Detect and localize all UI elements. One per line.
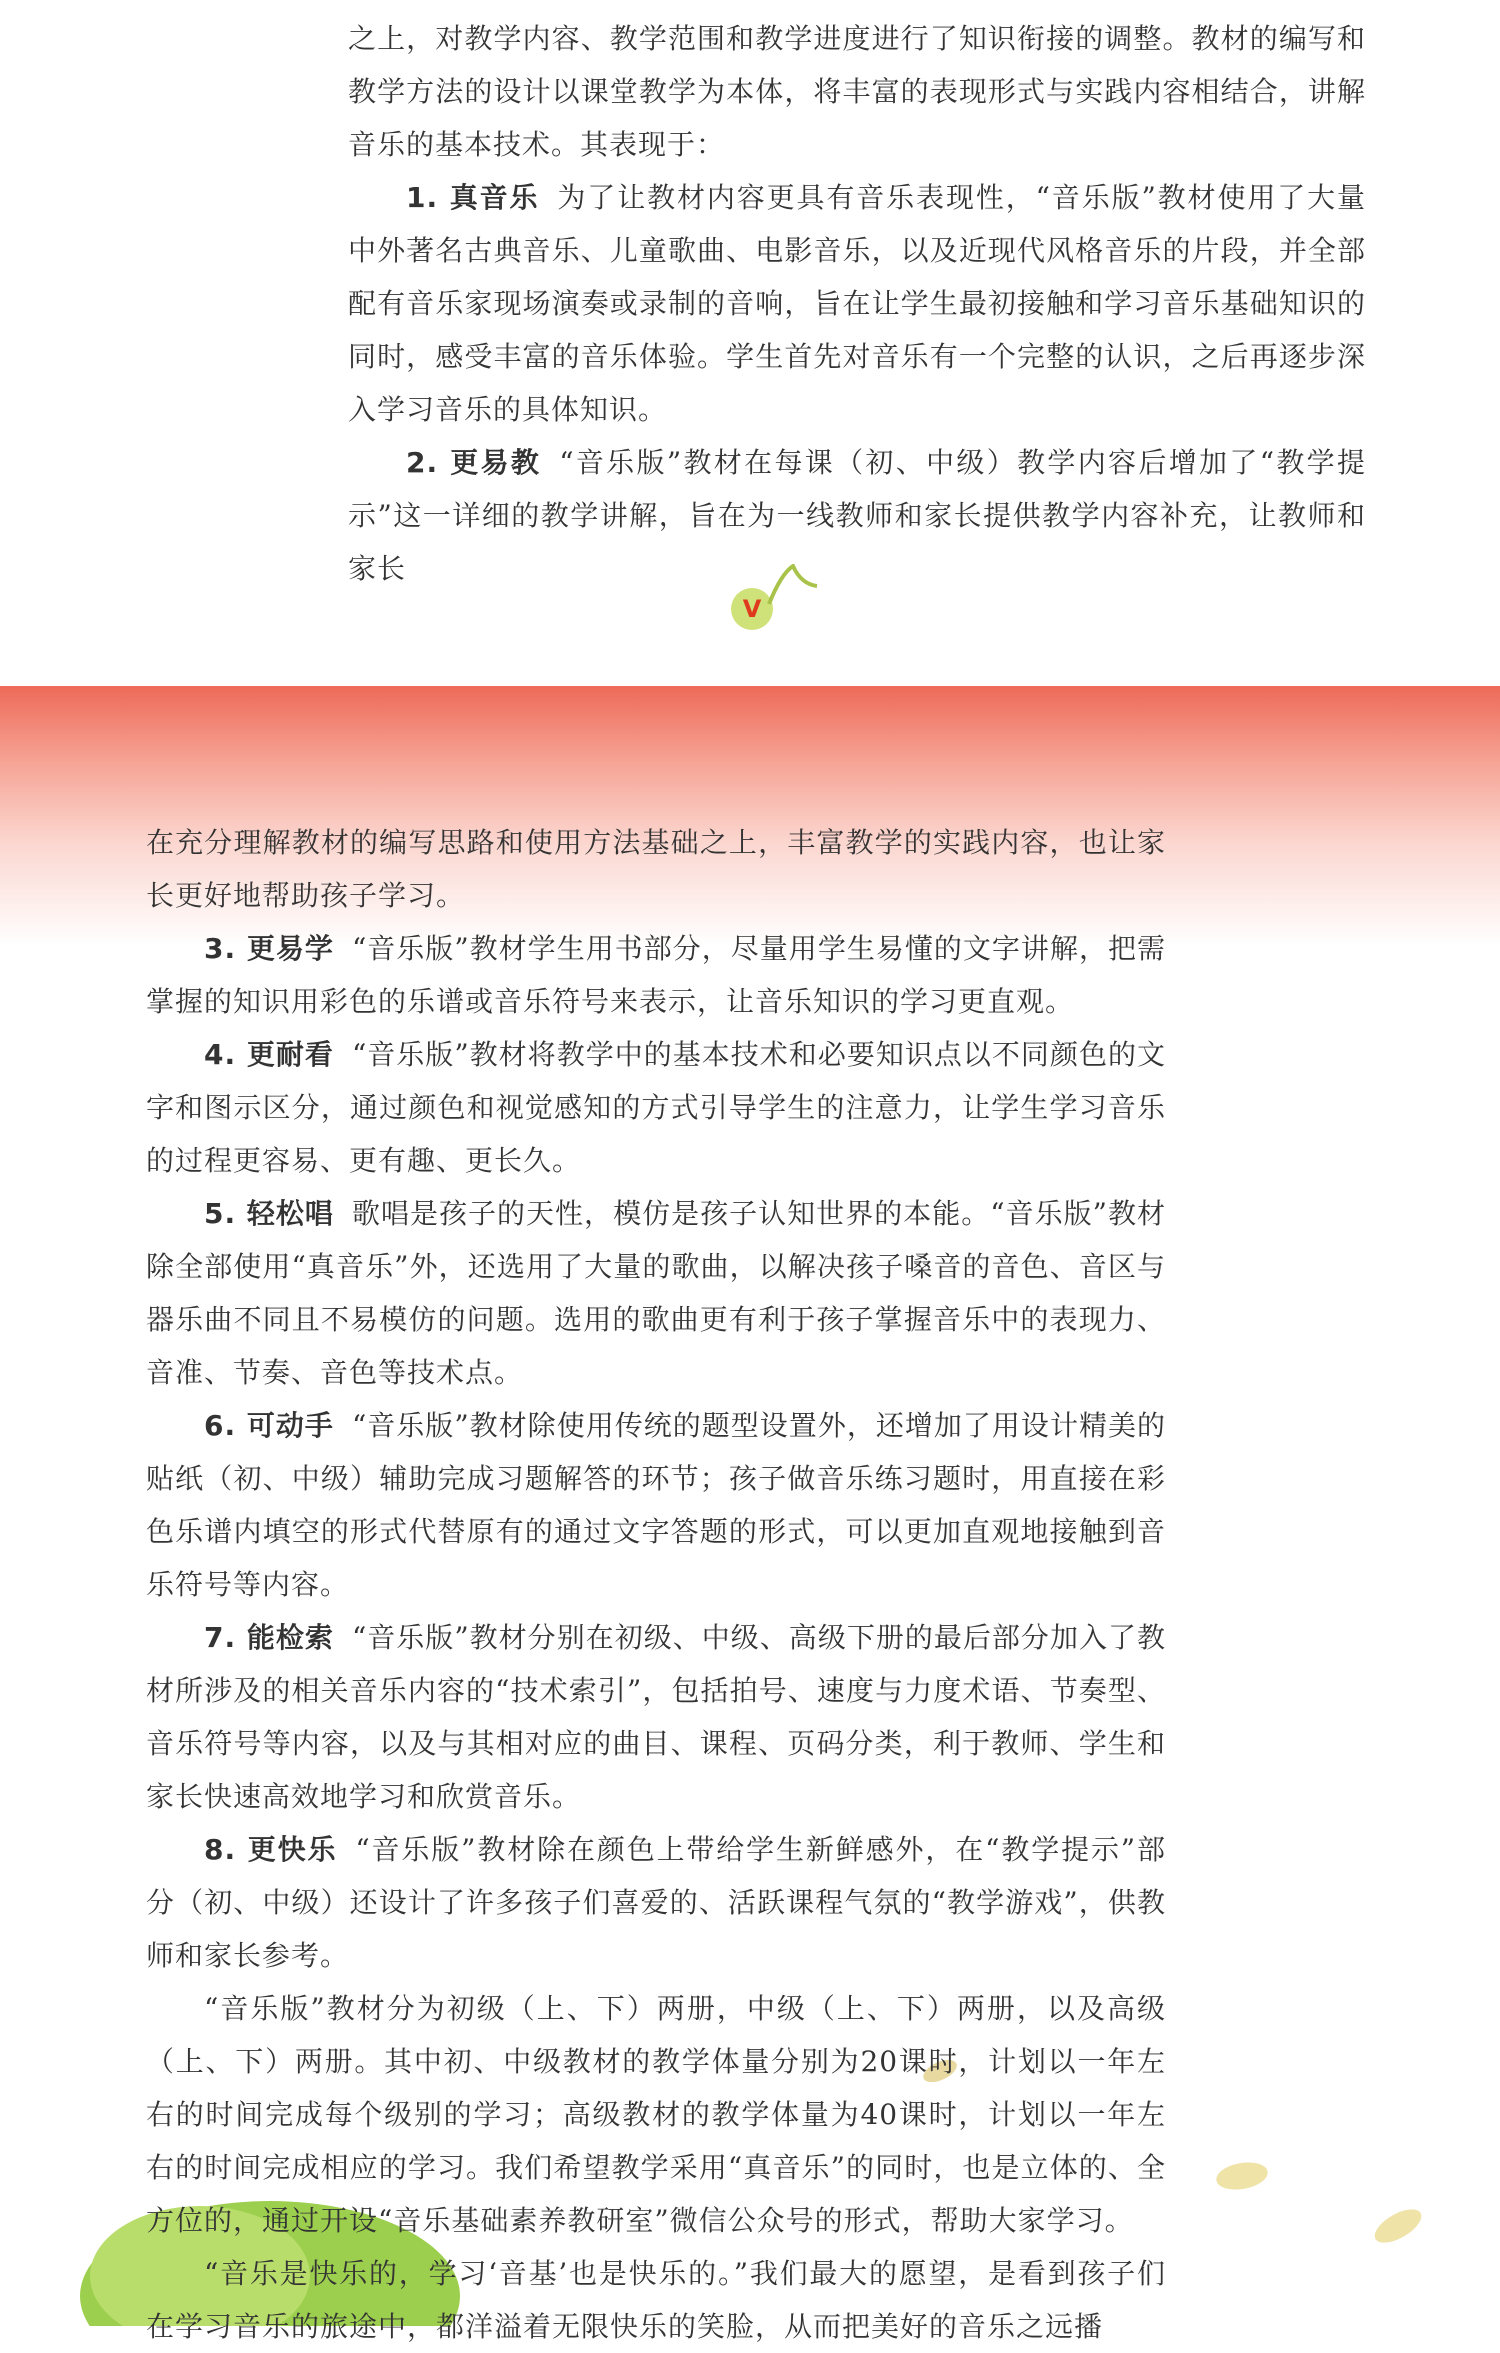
feature-lead-8: 8. 更快乐 (204, 1833, 338, 1866)
feature-lead-5: 5. 轻松唱 (204, 1197, 334, 1230)
top-text-block (348, 12, 1366, 595)
intro-paragraph: 之上，对教学内容、教学范围和教学进度进行了知识衔接的调整。教材的编写和教学方法的设计以课堂教学为本体，将丰富的表现形式与实践内容相结合，讲解音乐的基本技术。其表现于： (348, 22, 1366, 161)
page-number-badge (731, 564, 821, 634)
feature-paragraph-6 (146, 1399, 1166, 1611)
closing-text: “音乐是快乐的，学习‘音基’也是快乐的。”我们最大的愿望，是看到孩子们在学习音乐的旅途中，都洋溢着无限快乐的笑脸，从而把美好的音乐之远播 (146, 2257, 1166, 2343)
feature-paragraph-8 (146, 1823, 1166, 1982)
leaf-icon (1212, 2156, 1272, 2196)
top-page (0, 0, 1500, 686)
continued-text: 在充分理解教材的编写思路和使用方法基础之上，丰富教学的实践内容，也让家长更好地帮助孩子学习。 (146, 826, 1166, 912)
volumes-paragraph (146, 1982, 1166, 2247)
feature-text-6: “音乐版”教材除使用传统的题型设置外，还增加了用设计精美的贴纸（初、中级）辅助完成习题解答的环节；孩子做音乐练习题时，用直接在彩色乐谱内填空的形式代替原有的通过文字答题的形式，可以更加直观地接触到音乐符号等内容。 (146, 1409, 1166, 1601)
feature-lead-2: 2. 更易教 (406, 446, 542, 479)
feature-paragraph-4 (146, 1028, 1166, 1187)
feature-lead-7: 7. 能检索 (204, 1621, 334, 1654)
feature-paragraph-7 (146, 1611, 1166, 1823)
feature-lead-3: 3. 更易学 (204, 932, 334, 965)
leaf-icon (1368, 2204, 1428, 2248)
volumes-text: “音乐版”教材分为初级（上、下）两册，中级（上、下）两册，以及高级（上、下）两册。其中初、中级教材的教学体量分别为20课时，计划以一年左右的时间完成每个级别的学习；高级教材的教学体量为40课时，计划以一年左右的时间完成相应的学习。我们希望教学采用“真音乐”的同时，也是立体的、全方位的，通过开设“音乐基础素养教研室”微信公众号的形式，帮助大家学习。 (146, 1992, 1166, 2237)
continued-paragraph (146, 816, 1166, 922)
feature-text-7: “音乐版”教材分别在初级、中级、高级下册的最后部分加入了教材所涉及的相关音乐内容的“技术索引”，包括拍号、速度与力度术语、节奏型、音乐符号等内容，以及与其相对应的曲目、课程、页码分类，利于教师、学生和家长快速高效地学习和欣赏音乐。 (146, 1621, 1166, 1813)
closing-paragraph (146, 2247, 1166, 2353)
feature-text-8: “音乐版”教材除在颜色上带给学生新鲜感外，在“教学提示”部分（初、中级）还设计了许多孩子们喜爱的、活跃课程气氛的“教学游戏”，供教师和家长参考。 (146, 1833, 1166, 1972)
feature-lead-1: 1. 真音乐 (406, 181, 540, 214)
page-number: V (731, 588, 773, 630)
feature-paragraph-5 (146, 1187, 1166, 1399)
feature-text-3: “音乐版”教材学生用书部分，尽量用学生易懂的文字讲解，把需掌握的知识用彩色的乐谱或音乐符号来表示，让音乐知识的学习更直观。 (146, 932, 1166, 1018)
feature-text-1: 为了让教材内容更具有音乐表现性，“音乐版”教材使用了大量中外著名古典音乐、儿童歌曲、电影音乐，以及近现代风格音乐的片段，并全部配有音乐家现场演奏或录制的音响，旨在让学生最初接触和学习音乐基础知识的同时，感受丰富的音乐体验。学生首先对音乐有一个完整的认识，之后再逐步深入学习音乐的具体知识。 (348, 181, 1366, 426)
feature-paragraph-1 (348, 171, 1366, 436)
feature-lead-4: 4. 更耐看 (204, 1038, 334, 1071)
feature-text-2: “音乐版”教材在每课（初、中级）教学内容后增加了“教学提示”这一详细的教学讲解，旨在为一线教师和家长提供教学内容补充，让教师和家长 (348, 446, 1366, 585)
feature-paragraph-3 (146, 922, 1166, 1028)
feature-paragraph-2 (348, 436, 1366, 595)
feature-text-5: 歌唱是孩子的天性，模仿是孩子认知世界的本能。“音乐版”教材除全部使用“真音乐”外，还选用了大量的歌曲，以解决孩子嗓音的音色、音区与器乐曲不同且不易模仿的问题。选用的歌曲更有利于孩子掌握音乐中的表现力、音准、节奏、音色等技术点。 (146, 1197, 1166, 1389)
feature-lead-6: 6. 可动手 (204, 1409, 334, 1442)
music-note-icon (761, 564, 821, 624)
bottom-text-block (146, 816, 1166, 2353)
feature-text-4: “音乐版”教材将教学中的基本技术和必要知识点以不同颜色的文字和图示区分，通过颜色和视觉感知的方式引导学生的注意力，让学生学习音乐的过程更容易、更有趣、更长久。 (146, 1038, 1166, 1177)
